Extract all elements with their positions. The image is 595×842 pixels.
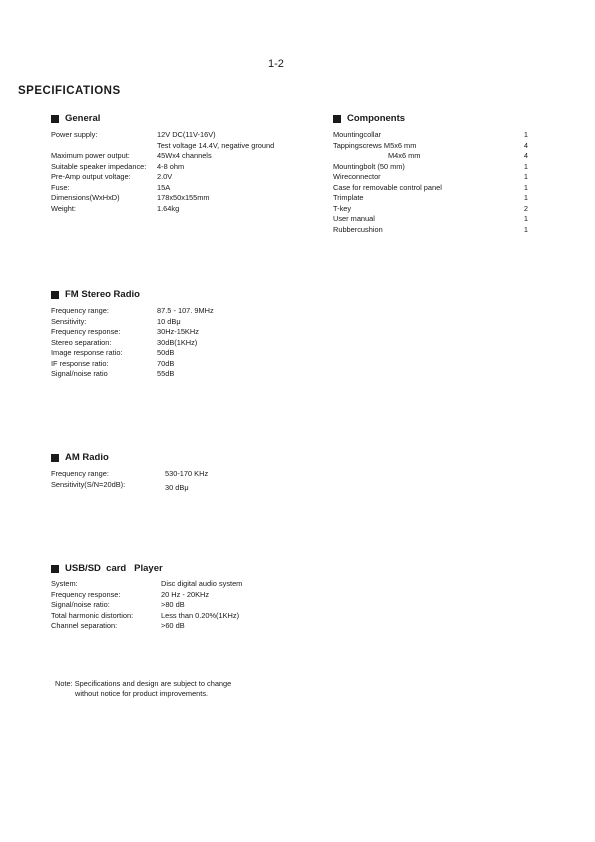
table-row: Pre-Amp output voltage: 2.0V <box>51 172 173 181</box>
list-item: Rubbercushion 1 <box>333 224 528 234</box>
table-row: Weight: 1.64kg <box>51 203 180 213</box>
usb-heading: USB/SD card Player <box>51 563 163 574</box>
list-item: Case for removable control panel 1 <box>333 182 528 192</box>
bullet-square-icon <box>51 454 59 462</box>
table-row: Channel separation: >60 dB <box>51 621 185 630</box>
list-item: Mountingcollar 1 <box>333 130 528 139</box>
am-table <box>51 469 251 494</box>
table-row: System: Disc digital audio system <box>51 579 243 588</box>
list-item: M4x6 mm 4 <box>388 151 528 160</box>
table-row: Signal/noise ratio: >80 dB <box>51 600 185 609</box>
table-row: Suitable speaker impedance: 4-8 ohm <box>51 161 185 171</box>
table-row: Stereo separation: 30dB(1KHz) <box>51 337 198 347</box>
table-row: Sensitivity: 10 dBμ <box>51 316 181 326</box>
table-row: Power supply: 12V DC(11V-16V) <box>51 130 216 139</box>
general-table <box>51 130 311 214</box>
list-item: Wireconnector 1 <box>333 172 528 181</box>
list-item: Mountingbolt (50 mm) 1 <box>333 161 528 171</box>
note-line-2: without notice for product improvements. <box>75 689 209 698</box>
note-line-1: Note: Specifications and design are subject to change <box>55 679 232 688</box>
list-item: User manual 1 <box>333 214 528 223</box>
table-row: Sensitivity(S/N=20dB): 30 dBμ <box>51 479 189 492</box>
table-row: Frequency range: 87.5 - 107. 9MHz <box>51 306 214 315</box>
usb-table <box>51 579 271 632</box>
table-row: Test voltage 14.4V, negative ground <box>157 140 275 150</box>
table-row: Frequency range: 530-170 KHz <box>51 469 209 478</box>
table-row: Dimensions(WxHxD) 178x50x155mm <box>51 193 210 202</box>
table-row: Frequency response: 20 Hz - 20KHz <box>51 589 210 599</box>
table-row: Maximum power output: 45Wx4 channels <box>51 151 212 160</box>
list-item: Trimplate 1 <box>333 193 528 202</box>
table-row: IF response ratio: 70dB <box>51 358 175 368</box>
page-title: SPECIFICATIONS <box>18 85 121 97</box>
bullet-square-icon <box>333 115 341 123</box>
table-row: Image response ratio: 50dB <box>51 348 175 357</box>
table-row: Fuse: 15A <box>51 182 171 192</box>
bullet-square-icon <box>51 291 59 299</box>
bullet-square-icon <box>51 115 59 123</box>
table-row: Total harmonic distortion: Less than 0.20%(1KHz) <box>51 610 240 620</box>
page-number: 1-2 <box>268 58 284 70</box>
table-row: Signal/noise ratio 55dB <box>51 369 175 378</box>
fm-table <box>51 306 251 380</box>
components-heading: Components <box>333 113 405 124</box>
general-heading: General <box>51 113 100 124</box>
list-item: Tappingscrews M5x6 mm 4 <box>333 140 528 150</box>
list-item: T-key 2 <box>333 203 528 213</box>
fm-heading: FM Stereo Radio <box>51 289 140 300</box>
am-heading: AM Radio <box>51 452 109 463</box>
components-list <box>333 130 528 235</box>
table-row: Frequency response: 30Hz-15KHz <box>51 327 199 336</box>
bullet-square-icon <box>51 565 59 573</box>
